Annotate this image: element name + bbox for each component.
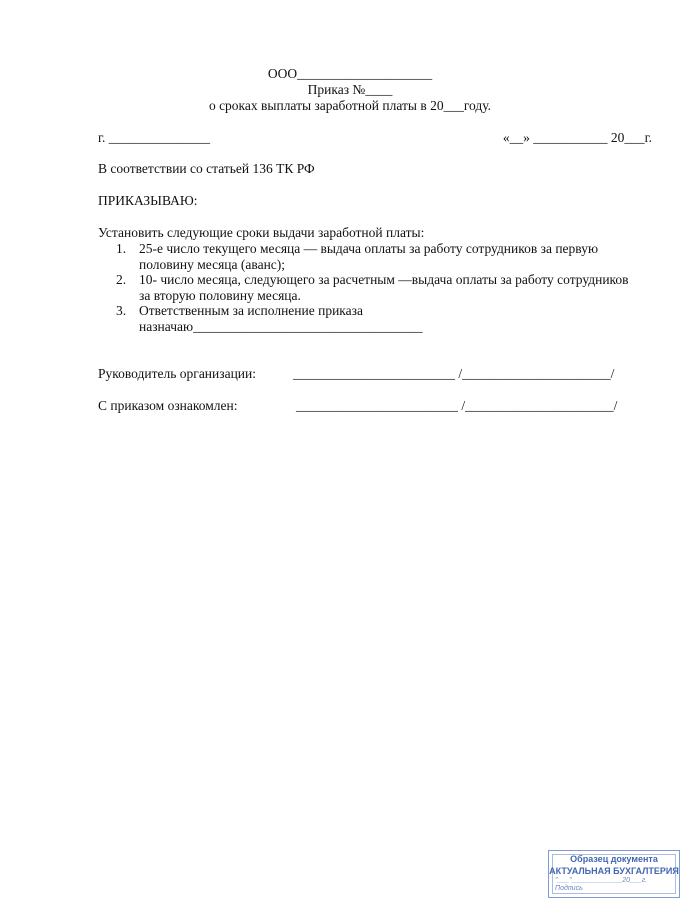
stamp-date-line: "___"_____________20___г. xyxy=(555,877,648,884)
stamp-line-2: АКТУАЛЬНАЯ БУХГАЛТЕРИЯ xyxy=(549,866,679,876)
list-item-text: 25-е число текущего месяца — выдача оплаты за работу сотрудников за первую xyxy=(139,241,599,256)
list-item-text: половину месяца (аванс); xyxy=(139,257,286,272)
order-title: Приказ №____ xyxy=(307,82,393,97)
stamp-signature-label: Подпись xyxy=(555,885,583,892)
ack-signature-line: ________________________ /______________________/ xyxy=(296,398,618,413)
list-item-text: Ответственным за исполнение приказа xyxy=(139,303,363,318)
intro-text: Установить следующие сроки выдачи заработной платы: xyxy=(98,225,425,240)
list-item-number: 2. xyxy=(116,272,127,287)
sample-stamp xyxy=(548,850,680,898)
order-word: ПРИКАЗЫВАЮ: xyxy=(98,193,198,208)
list-item-text: за вторую половину месяца. xyxy=(139,288,301,303)
organization-line: ООО____________________ xyxy=(267,66,433,81)
head-signature-line: ________________________ /______________________/ xyxy=(293,366,615,381)
order-subject: о сроках выплаты заработной платы в 20___году. xyxy=(208,98,492,113)
basis-text: В соответствии со статьей 136 ТК РФ xyxy=(98,161,315,176)
list-item-text: 10- число месяца, следующего за расчетным —выдача оплаты за работу сотрудников xyxy=(139,272,629,287)
list-item-text: назначаю__________________________________ xyxy=(139,319,423,334)
head-signature-label: Руководитель организации: xyxy=(98,366,257,381)
stamp-line-1: Образец документа xyxy=(570,854,658,864)
city-field: г. _______________ xyxy=(98,130,211,145)
list-item-number: 1. xyxy=(116,241,127,256)
list-item-number: 3. xyxy=(116,303,127,318)
date-field: «__» ___________ 20___г. xyxy=(502,130,652,145)
ack-signature-label: С приказом ознакомлен: xyxy=(98,398,238,413)
